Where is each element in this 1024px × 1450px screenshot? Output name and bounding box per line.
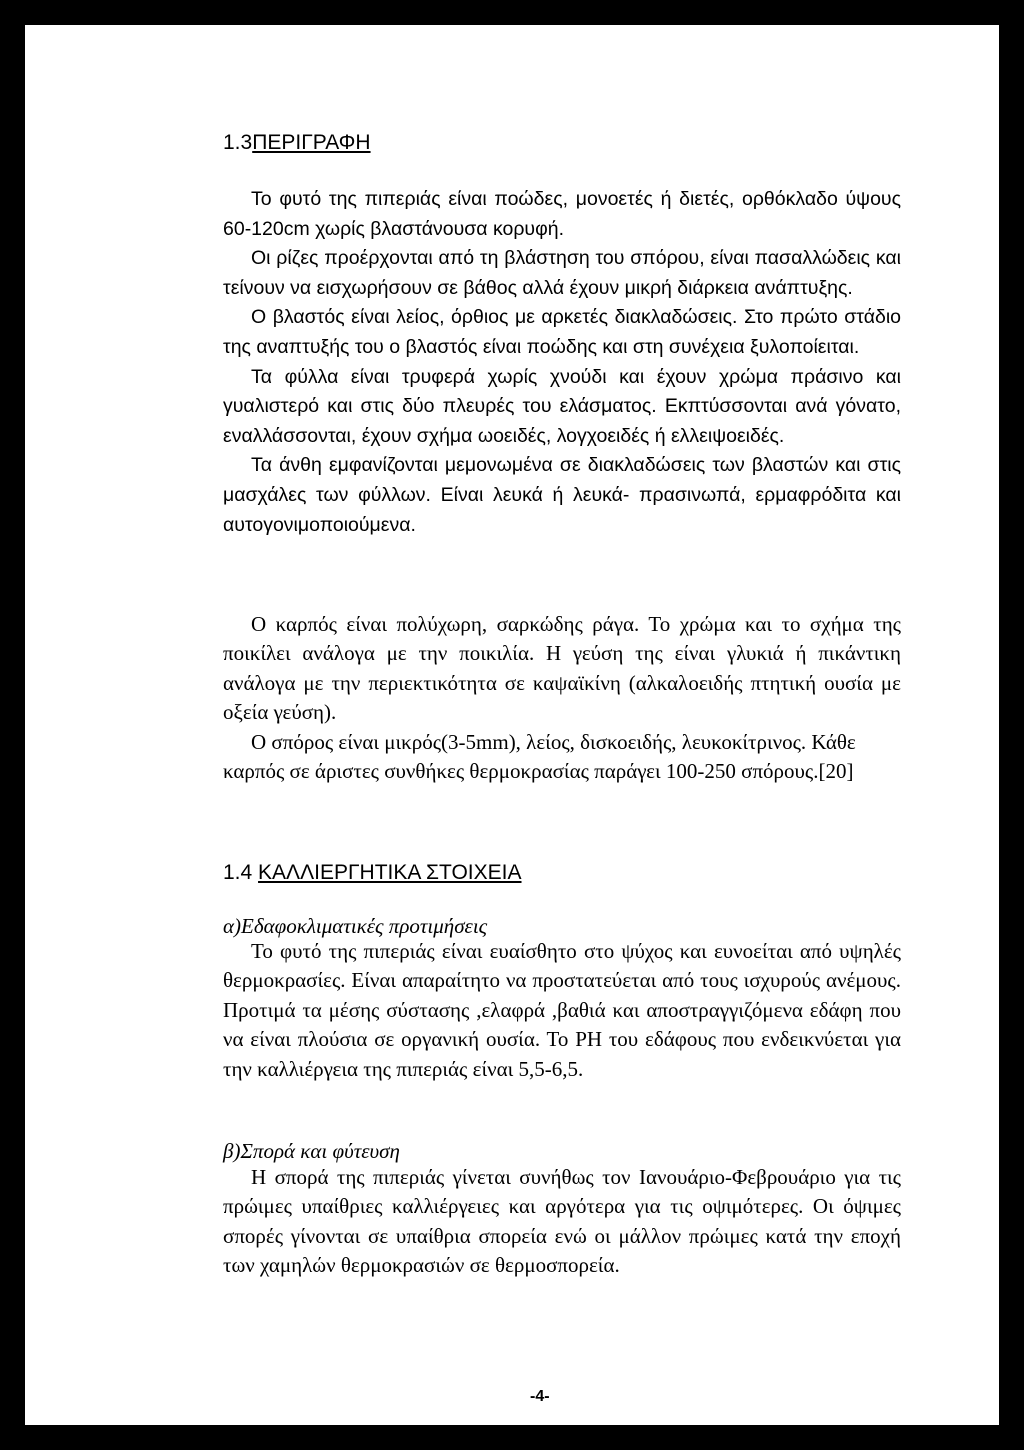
- section-title: ΠΕΡΙΓΡΑΦΗ: [252, 131, 371, 154]
- paragraph-flowers: Τα άνθη εμφανίζονται μεμονωμένα σε διακλαδώσεις των βλαστών και στις μασχάλες των φύλλων. Είναι λευκά ή λευκά- πρασινωπά, ερμαφρόδιτα και αυτογονιμοποιούμενα.: [223, 454, 901, 536]
- paragraph-leaves: Τα φύλλα είναι τρυφερά χωρίς χνούδι και έχουν χρώμα πράσινο και γυαλιστερό και στις δύο πλευρές του ελάσματος. Εκπτύσσονται ανά γόνατο, εναλλάσσονται, έχουν σχήμα ωοειδές, λογχοειδές ή ελλειψοειδές.: [223, 365, 901, 447]
- paragraph-roots: Οι ρίζες προέρχονται από τη βλάστηση του σπόρου, είναι πασαλλώδεις και τείνουν να εισχωρήσουν σε βάθος αλλά έχουν μικρή διάρκεια ανάπτυξης.: [223, 247, 901, 299]
- section-1-3-body: [223, 185, 901, 540]
- document-page: [25, 25, 999, 1425]
- subheading-soil-climate: α)Εδαφοκλιματικές προτιμήσεις: [223, 914, 488, 938]
- paragraph-sowing-planting: Η σπορά της πιπεριάς γίνεται συνήθως τον Ιανουάριο-Φεβρουάριο για τις πρώιμες υπαίθριες καλλιέργειες και αργότερα για τις οψιμότερες. Οι όψιμες σπορές γίνονται σε υπαίθρια σπορεία ενώ οι μάλλον πρώιμες κατά την εποχή των χαμηλών θερμοκρασιών σε θερμοσπορεία.: [223, 1165, 901, 1278]
- section-number: 1.4: [223, 861, 253, 884]
- paragraph-plant: Το φυτό της πιπεριάς είναι ποώδες, μονοετές ή διετές, ορθόκλαδο ύψους 60-120cm χωρίς βλαστάνουσα κορυφή.: [223, 188, 901, 240]
- section-heading-1-4: [223, 860, 522, 886]
- paragraph-stem: Ο βλαστός είναι λείος, όρθιος με αρκετές διακλαδώσεις. Στο πρώτο στάδιο της αναπτυξής του ο βλαστός είναι ποώδης και στη συνέχεια ξυλοποίειται.: [223, 306, 901, 358]
- subheading-sowing-planting: β)Σπορά και φύτευση: [223, 1139, 400, 1163]
- paragraph-seed: Ο σπόρος είναι μικρός(3-5mm), λείος, δισκοειδής, λευκοκίτρινος. Κάθε καρπός σε άριστες συνθήκες θερμοκρασίας παράγει 100-250 σπόρους.[20]: [223, 729, 856, 784]
- section-1-3-body-continued: [223, 610, 901, 786]
- soil-climate-body: [223, 937, 901, 1084]
- section-title: ΚΑΛΛΙΕΡΓΗΤΙΚΑ ΣΤΟΙΧΕΙΑ: [258, 861, 522, 884]
- page-number: -4-: [530, 1388, 550, 1405]
- section-heading-1-3: [223, 130, 371, 156]
- paragraph-soil-climate: Το φυτό της πιπεριάς είναι ευαίσθητο στο ψύχος και ευνοείται από υψηλές θερμοκρασίες. Είναι απαραίτητο να προστατεύεται από τους ισχυρούς ανέμους. Προτιμά τα μέσης σύστασης ,ελαφρά ,βαθιά και αποστραγγιζόμενα εδάφη που να είναι πλούσια σε οργανική ουσία. Το PH του εδάφους που ενδεικνύεται για την καλλιέργεια της πιπεριάς είναι 5,5-6,5.: [223, 939, 901, 1081]
- section-number: 1.3: [223, 131, 253, 154]
- sowing-planting-body: [223, 1163, 901, 1281]
- paragraph-fruit: Ο καρπός είναι πολύχωρη, σαρκώδης ράγα. Το χρώμα και το σχήμα της ποικίλει ανάλογα με την ποικιλία. Η γεύση της είναι γλυκιά ή πικάντικη ανάλογα με την περιεκτικότητα σε καψαϊκίνη (αλκαλοειδής πτητική ουσία με οξεία γεύση).: [223, 612, 901, 725]
